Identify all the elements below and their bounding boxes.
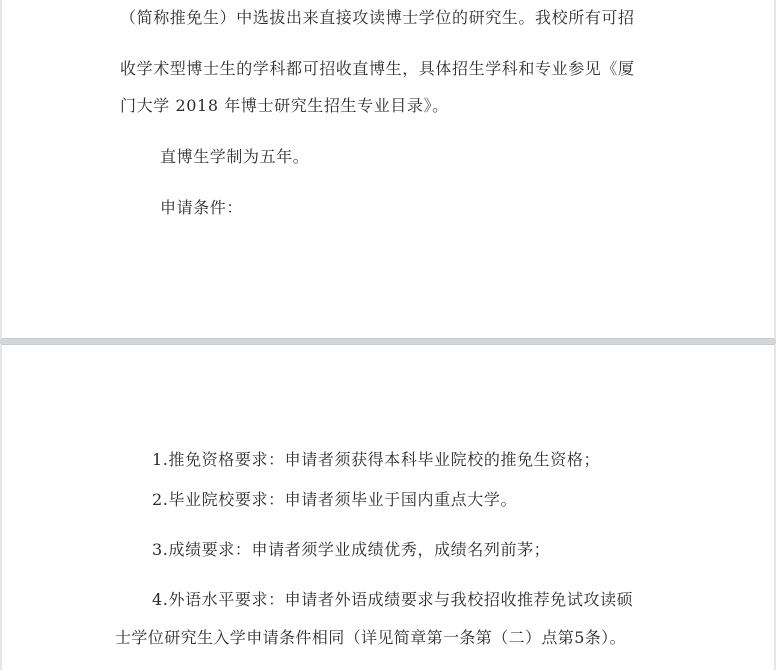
condition-item-4: 4.外语水平要求：申请者外语成绩要求与我校招收推荐免试攻读硕 [152,590,634,609]
paragraph-line-2: 收学术型博士生的学科都可招收直博生，具体招生学科和专业参见《厦 [120,59,635,78]
paragraph-line-3: 门大学 2018 年博士研究生招生专业目录》。 [120,96,449,115]
duration-statement: 直博生学制为五年。 [160,147,310,166]
condition-item-4-continuation: 士学位研究生入学申请条件相同（详见简章第一条第（二）点第5条）。 [115,628,626,647]
document-page-2 [2,344,774,670]
paragraph-line-1: （简称推免生）中选拔出来直接攻读博士学位的研究生。我校所有可招 [120,8,635,27]
conditions-heading: 申请条件： [160,198,244,217]
condition-item-1: 1.推免资格要求：申请者须获得本科毕业院校的推免生资格； [152,450,601,469]
condition-item-2: 2.毕业院校要求：申请者须毕业于国内重点大学。 [152,490,518,509]
document-page-1 [2,0,774,339]
condition-item-3: 3.成绩要求：申请者须学业成绩优秀，成绩名列前茅； [152,540,551,559]
